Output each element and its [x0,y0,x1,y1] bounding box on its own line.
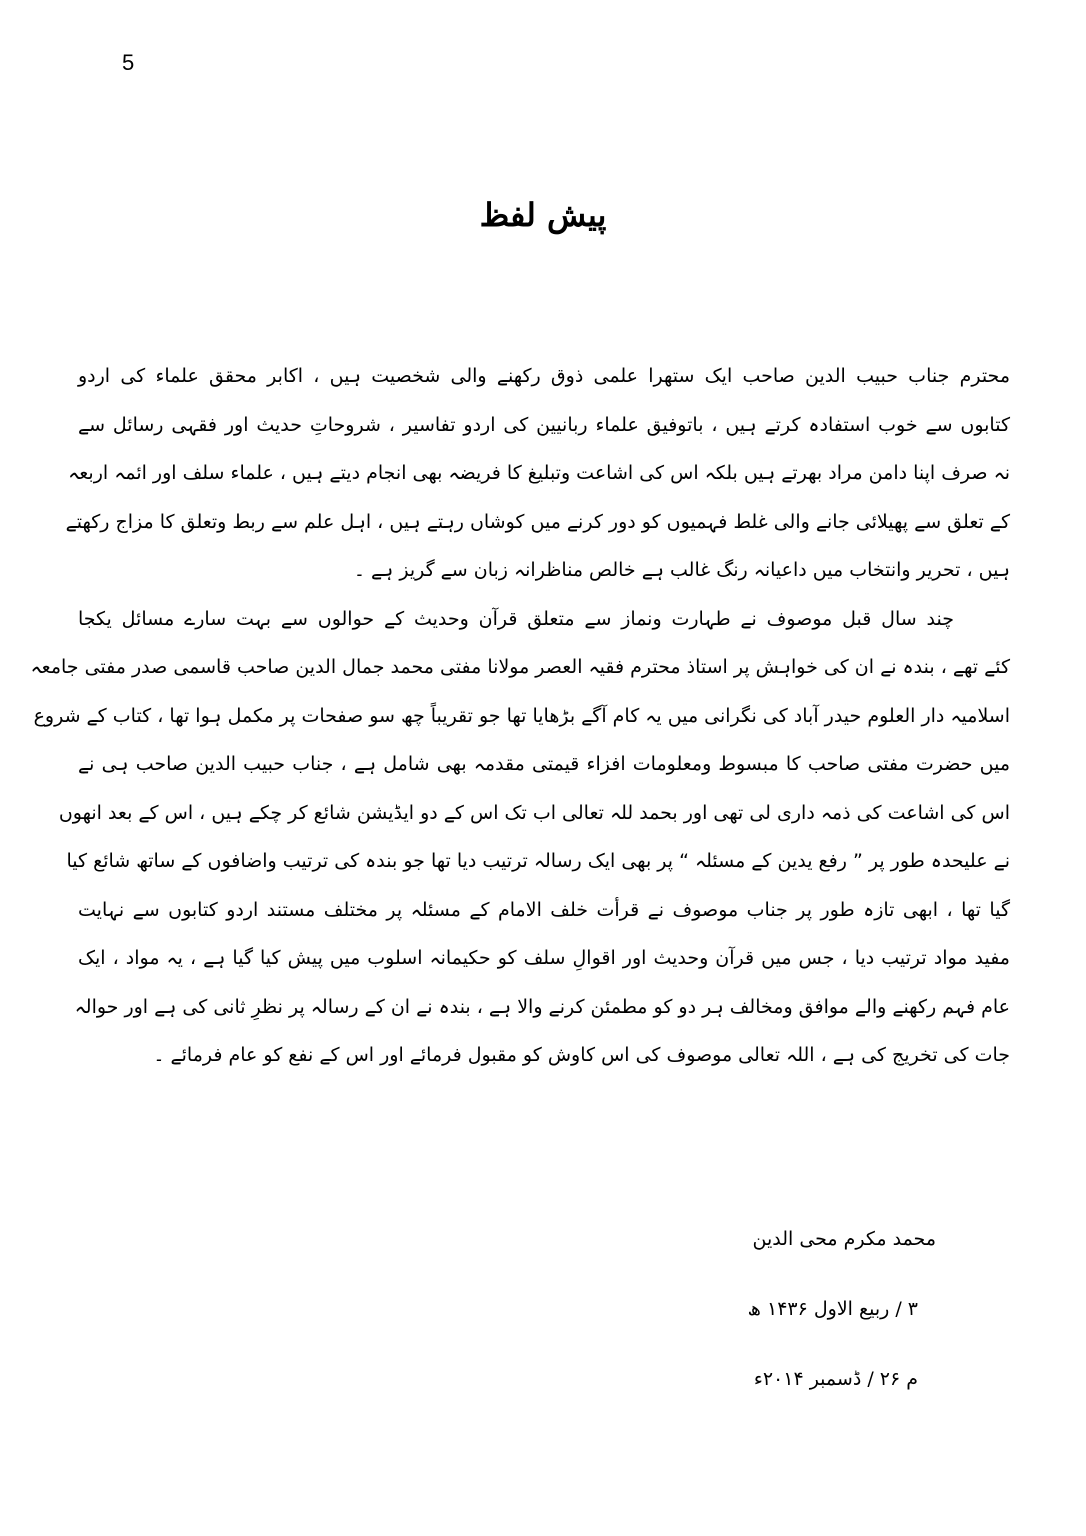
signature-name: محمد مکرم محی الدین [752,1228,936,1250]
text-line: کئے تھے ، بندہ نے ان کی خواہش پر استاذ محترم فقیہ العصر مولانا مفتی محمد جمال الدین صاحب قاسمی صدر مفتی جامعہ [30,656,1010,678]
text-line: کتابوں سے خوب استفادہ کرتے ہیں ، باتوفیق علماء ربانیین کی اردو تفاسیر ، شروحاتِ حدیث اور فقہی رسائل سے [78,413,1010,436]
signature-date-gregorian: م ۲۶ / ڈسمبر ۲۰۱۴ء [753,1368,918,1390]
text-line: ہیں ، تحریر وانتخاب میں داعیانہ رنگ غالب ہے خالص مناظرانہ زبان سے گریز ہے ۔ [353,559,1010,581]
text-line: مفید مواد ترتیب دیا ، جس میں قرآن وحدیث اور اقوالِ سلف کو حکیمانہ اسلوب میں پیش کیا گیا ہے ، یہ مواد ، ایک [78,947,1010,969]
text-line: اسلامیہ دار العلوم حیدر آباد کی نگرانی میں یہ کام آگے بڑھایا تھا جو تقریباً چھ سو صفحات پر مکمل ہوا تھا ، کتاب کے شروع [33,704,1010,727]
page-title: پیش لفظ [479,196,607,234]
preface-body [30,352,1010,1080]
text-line: کے تعلق سے پھیلائی جانے والی غلط فہمیوں کو دور کرنے میں کوشاں رہتے ہیں ، اہل علم سے ربط وتعلق کا مزاج رکھتے [65,510,1010,533]
text-line: جات کی تخریج کی ہے ، اللہ تعالی موصوف کی اس کاوش کو مقبول فرمائے اور اس کے نفع کو عام فرمائے ۔ [153,1044,1010,1066]
page-number: 5 [122,50,135,75]
text-line: عام فہم رکھنے والے موافق ومخالف ہر دو کو مطمئن کرنے والا ہے ، بندہ نے ان کے رسالہ پر نظرِ ثانی کی ہے اور حوالہ [74,995,1010,1018]
signature-date-hijri: ۳ / ربیع الاول ۱۴۳۶ ھ [747,1298,918,1320]
text-line: گیا تھا ، ابھی تازہ طور پر جناب موصوف نے قرأت خلف الامام کے مسئلہ پر مختلف مستند اردو کتابوں سے نہایت [78,898,1010,921]
text-line: اس کی اشاعت کی ذمہ داری لی تھی اور بحمد للہ تعالی اب تک اس کے دو ایڈیشن شائع کر چکے ہیں ، اس کے بعد انھوں [58,801,1010,824]
text-line: محترم جناب حبیب الدین صاحب ایک ستھرا علمی ذوق رکھنے والی شخصیت ہیں ، اکابر محقق علماء کی اردو [78,365,1010,387]
text-line: نہ صرف اپنا دامن مراد بھرتے ہیں بلکہ اس کی اشاعت وتبلیغ کا فریضہ بھی انجام دیتے ہیں ، علماء سلف اور ائمہ اربعہ [68,462,1010,484]
text-line: چند سال قبل موصوف نے طہارت ونماز سے متعلق قرآن وحدیث کے حوالوں سے بہت سارے مسائل یکجا [78,607,954,630]
text-line: نے علیحدہ طور پر ” رفع یدین کے مسئلہ “ پر بھی ایک رسالہ ترتیب دیا تھا جو بندہ کی ترتیب واضافوں کے ساتھ شائع کیا [66,850,1010,872]
text-line: میں حضرت مفتی صاحب کا مبسوط ومعلومات افزاء قیمتی مقدمہ بھی شامل ہے ، جناب حبیب الدین صاحب ہی نے [78,753,1010,775]
